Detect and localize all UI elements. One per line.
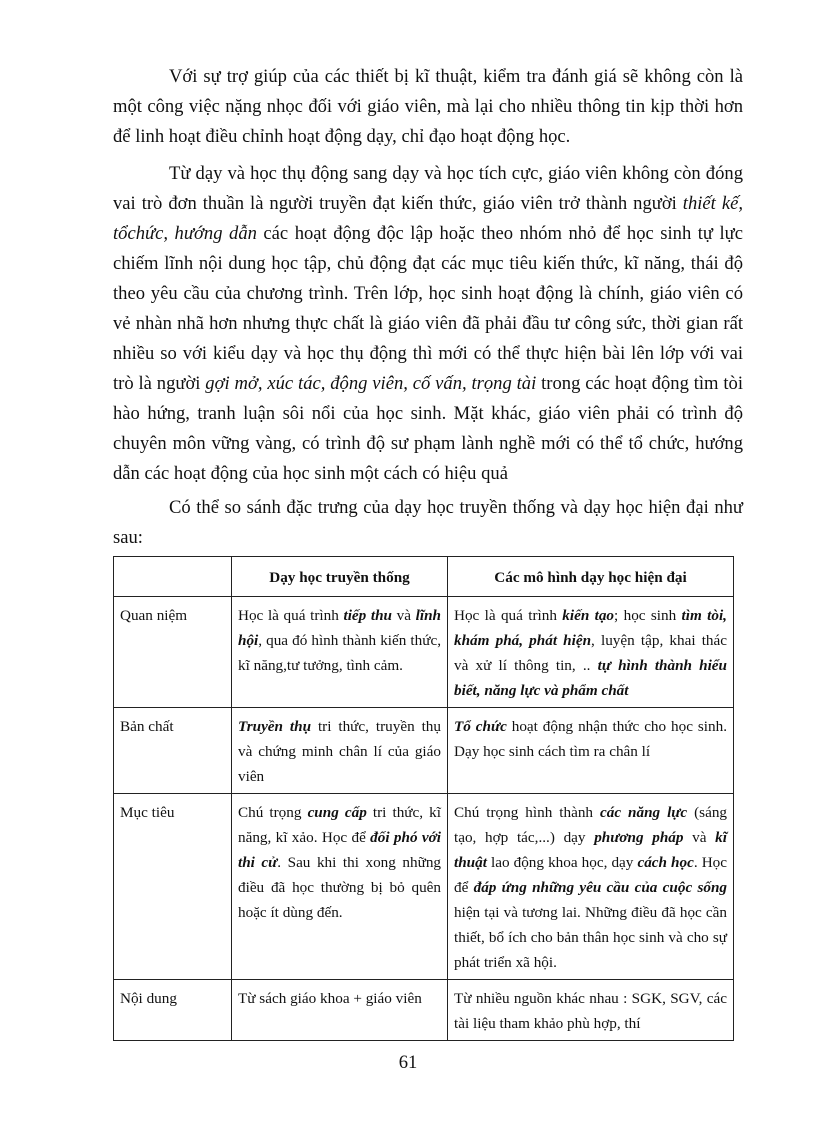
paragraph-2-italic-1: thiết kế, tổchức, hướng dẫn <box>113 193 743 244</box>
cell-text: Chú trọng <box>238 804 308 821</box>
cell-text: , luyện tập, khai thác và xử lí thông tin, .. <box>454 632 727 674</box>
row-label: Mục tiêu <box>114 794 232 980</box>
table-row <box>114 708 734 794</box>
cell-text: . Học để <box>454 854 727 896</box>
cell-text: , qua đó hình thành kiến thức, kĩ năng,tư tưởng, tình cảm. <box>238 632 441 674</box>
cell-emphasis: đáp ứng những yêu cầu của cuộc sống <box>473 879 727 896</box>
paragraph-2 <box>113 159 743 489</box>
comparison-table <box>113 556 734 1041</box>
table-header-row <box>114 557 734 597</box>
cell-text: và <box>392 607 416 624</box>
table-row <box>114 980 734 1041</box>
traditional-cell <box>232 794 448 980</box>
cell-text: Học là quá trình <box>454 607 563 624</box>
traditional-cell <box>232 980 448 1041</box>
cell-emphasis: tìm tòi, khám phá, phát hiện <box>454 607 727 649</box>
cell-emphasis: đối phó với thi cử <box>238 829 441 871</box>
cell-emphasis: tiếp thu <box>343 607 393 624</box>
cell-text: (sáng tạo, hợp tác,...) dạy <box>454 804 728 846</box>
cell-text: Học là quá trình <box>238 607 344 624</box>
page-number: 61 <box>398 1052 418 1073</box>
paragraph-2-text-2: các hoạt động độc lập hoặc theo nhóm nhỏ để học sinh tự lực chiếm lĩnh nội dung học tập, chủ động đạt các mục tiêu kiến thức, kĩ năng, thái độ theo yêu cầu của chương trình. Trên lớp, học sinh hoạt động là chính, giáo viên có vẻ nhàn nhã hơn nhưng thực chất là giáo viên đã phải đầu tư công sức, thời gian rất nhiều so với kiểu dạy và học thụ động thì mới có thể thực hiện bài lên lớp với vai trò là người <box>113 223 743 394</box>
cell-text: Từ sách giáo khoa + giáo viên <box>238 990 422 1007</box>
paragraph-2-italic-2: gợi mở, xúc tác, động viên, cố vấn, trọng tài <box>205 373 537 394</box>
modern-cell <box>448 794 734 980</box>
cell-text: hoạt động nhận thức cho học sinh. Dạy học sinh cách tìm ra chân lí <box>454 718 727 760</box>
traditional-cell <box>232 597 448 708</box>
header-modern: Các mô hình dạy học hiện đại <box>448 557 734 597</box>
cell-emphasis: cung cấp <box>307 804 367 821</box>
cell-emphasis: lĩnh hội <box>238 607 441 649</box>
cell-emphasis: Tổ chức <box>454 718 507 735</box>
paragraph-2-text-1: Từ dạy và học thụ động sang dạy và học tích cực, giáo viên không còn đóng vai trò đơn thuần là người truyền đạt kiến thức, giáo viên trở thành người <box>113 163 743 214</box>
cell-text: hiện tại và tương lai. Những điều đã học cần thiết, bổ ích cho bản thân học sinh và cho sự phát triển xã hội. <box>454 904 727 971</box>
cell-text: . Sau khi thi xong những điều đã học thường bị bỏ quên hoặc ít dùng đến. <box>238 854 442 921</box>
modern-cell <box>448 980 734 1041</box>
paragraph-3: Có thể so sánh đặc trưng của dạy học truyền thống và dạy học hiện đại như sau: <box>113 497 743 548</box>
cell-text: tri thức, truyền thụ và chứng minh chân lí của giáo viên <box>238 718 441 785</box>
cell-emphasis: kiến tạo <box>562 607 615 624</box>
header-traditional: Dạy học truyền thống <box>232 557 448 597</box>
cell-text: Chú trọng hình thành <box>454 804 600 821</box>
paragraph-1: Với sự trợ giúp của các thiết bị kĩ thuật, kiểm tra đánh giá sẽ không còn là một công việc nặng nhọc đối với giáo viên, mà lại cho nhiều thông tin kịp thời hơn để linh hoạt điều chỉnh hoạt động dạy, chỉ đạo hoạt động học. <box>113 66 743 147</box>
cell-text: lao động khoa học, dạy <box>486 854 638 871</box>
cell-emphasis: kĩ thuật <box>454 829 727 871</box>
cell-text: ; học sinh <box>614 607 682 624</box>
cell-text: Từ nhiều nguồn khác nhau : SGK, SGV, các tài liệu tham khảo phù hợp, thí <box>454 990 727 1032</box>
header-empty <box>114 557 232 597</box>
cell-text: và <box>683 829 716 846</box>
row-label: Nội dung <box>114 980 232 1041</box>
table-row <box>114 794 734 980</box>
row-label: Quan niệm <box>114 597 232 708</box>
modern-cell <box>448 597 734 708</box>
cell-emphasis: các năng lực <box>599 804 688 821</box>
paragraph-2-text-3: trong các hoạt động tìm tòi hào hứng, tranh luận sôi nổi của học sinh. Mặt khác, giáo viên phải có trình độ chuyên môn vững vàng, có trình độ sư phạm lành nghề mới có thể tổ chức, hướng dẫn các hoạt động của học sinh một cách có hiệu quả <box>113 373 743 484</box>
cell-emphasis: tự hình thành hiểu biết, năng lực và phẩm chất <box>454 657 727 699</box>
row-label: Bản chất <box>114 708 232 794</box>
traditional-cell <box>232 708 448 794</box>
cell-emphasis: cách học <box>637 854 694 871</box>
modern-cell <box>448 708 734 794</box>
cell-text: tri thức, kĩ năng, kĩ xảo. Học để <box>238 804 441 846</box>
cell-emphasis: phương pháp <box>594 829 684 846</box>
table-row <box>114 597 734 708</box>
cell-emphasis: Truyền thụ <box>238 718 312 735</box>
